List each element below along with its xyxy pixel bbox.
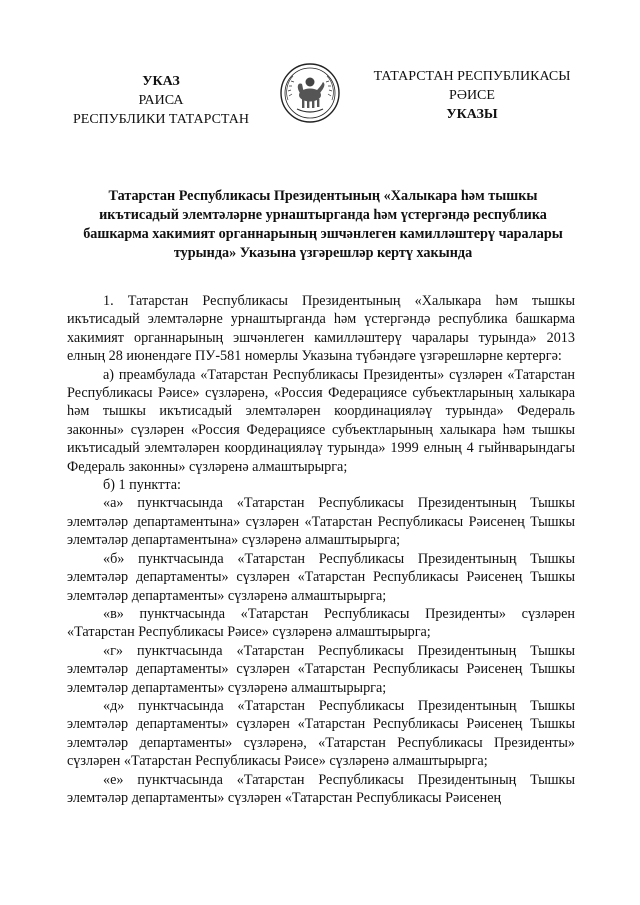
header-right-line1: ТАТАРСТАН РЕСПУБЛИКАСЫ: [373, 69, 571, 84]
paragraph-a: а) преамбулада «Татарстан Республикасы Президенты» сүзләрен «Татарстан Республикасы Рәисе» сүзләренә, «Россия Федерациясе субъектларының халыкара һәм тышкы икътисадый элемтәләрен координацияләү турында» Федераль законны» сүзләрен «Россия Федерациясе субъектларының халыкара һәм тышкы икътисадый элемтәләрен координацияләү турында» 1999 елның 4 гыйнварындагы Федераль законны» сүзләренә алмаштырырга;: [67, 366, 575, 475]
document-body: [67, 292, 575, 807]
header-right-line3: УКАЗЫ: [446, 107, 498, 122]
subparagraph-g: «г» пунктчасында «Татарстан Республикасы Президентының Тышкы элемтәләр департаменты» сүзләрен «Татарстан Республикасы Рәисенең Тышкы элемтәләр департаменты» сүзләренә алмаштырырга;: [67, 642, 575, 696]
subparagraph-a: «а» пунктчасында «Татарстан Республикасы Президентының Тышкы элемтәләр департаментына» сүзләрен «Татарстан Республикасы Рәисенең Тышкы элемтәләр департаментына» сүзләренә алмаштырырга;: [67, 495, 575, 549]
header-left-line3: РЕСПУБЛИКИ ТАТАРСТАН: [72, 112, 249, 127]
paragraph-1: 1. Татарстан Республикасы Президентының «Халыкара һәм тышкы икътисадый элемтәләрне урнаштырганда һәм үстергәндә республика башкарма хакимият органнарының эшчәнлеген камилләштерү чаралары турында» 2013 елның 28 июнендәге ПУ-581 номерлы Указына түбәндәге үзгәрешләрне кертергә:: [67, 293, 575, 365]
subparagraph-d: «д» пунктчасында «Татарстан Республикасы Президентының Тышкы элемтәләр департаменты» сүзләрен «Татарстан Республикасы Рәисенең Тышкы элемтәләр департаменты» сүзләренә, «Татарстан Республикасы Президенты» сүзләрен «Татарстан Республикасы Рәисе» сүзләренә алмаштырырга;: [67, 697, 575, 770]
coat-of-arms-icon: [279, 62, 341, 124]
paragraph-b: б) 1 пунктта:: [103, 477, 181, 494]
subparagraph-e: «е» пунктчасында «Татарстан Республикасы Президентының Тышкы элемтәләр департаменты» сүзләрен «Татарстан Республикасы Рәисенең: [67, 771, 575, 806]
subparagraph-v: «в» пунктчасында «Татарстан Республикасы Президенты» сүзләрен «Татарстан Республикасы Рәисе» сүзләренә алмаштырырга;: [67, 605, 575, 641]
document-title: Татарстан Республикасы Президентының «Халыкара һәм тышкы икътисадый элемтәләрне урнаштырганда һәм үстергәндә республика башкарма хакимият органнарының эшчәнлеген камилләштерү чаралары турында» Указына үзгәрешләр кертү хакында: [83, 188, 563, 261]
header-right-block: [358, 67, 586, 124]
subparagraph-b: «б» пунктчасында «Татарстан Республикасы Президентының Тышкы элемтәләр департаменты» сүзләрен «Татарстан Республикасы Рәисенең Тышкы элемтәләр департаменты» сүзләренә алмаштырырга;: [67, 550, 575, 604]
header-left-line2: РАИСА: [138, 93, 184, 108]
document-header: [0, 62, 640, 132]
header-left-line1: УКАЗ: [142, 74, 180, 89]
header-right-line2: РӘИСЕ: [449, 88, 495, 103]
header-left-block: [60, 72, 262, 129]
